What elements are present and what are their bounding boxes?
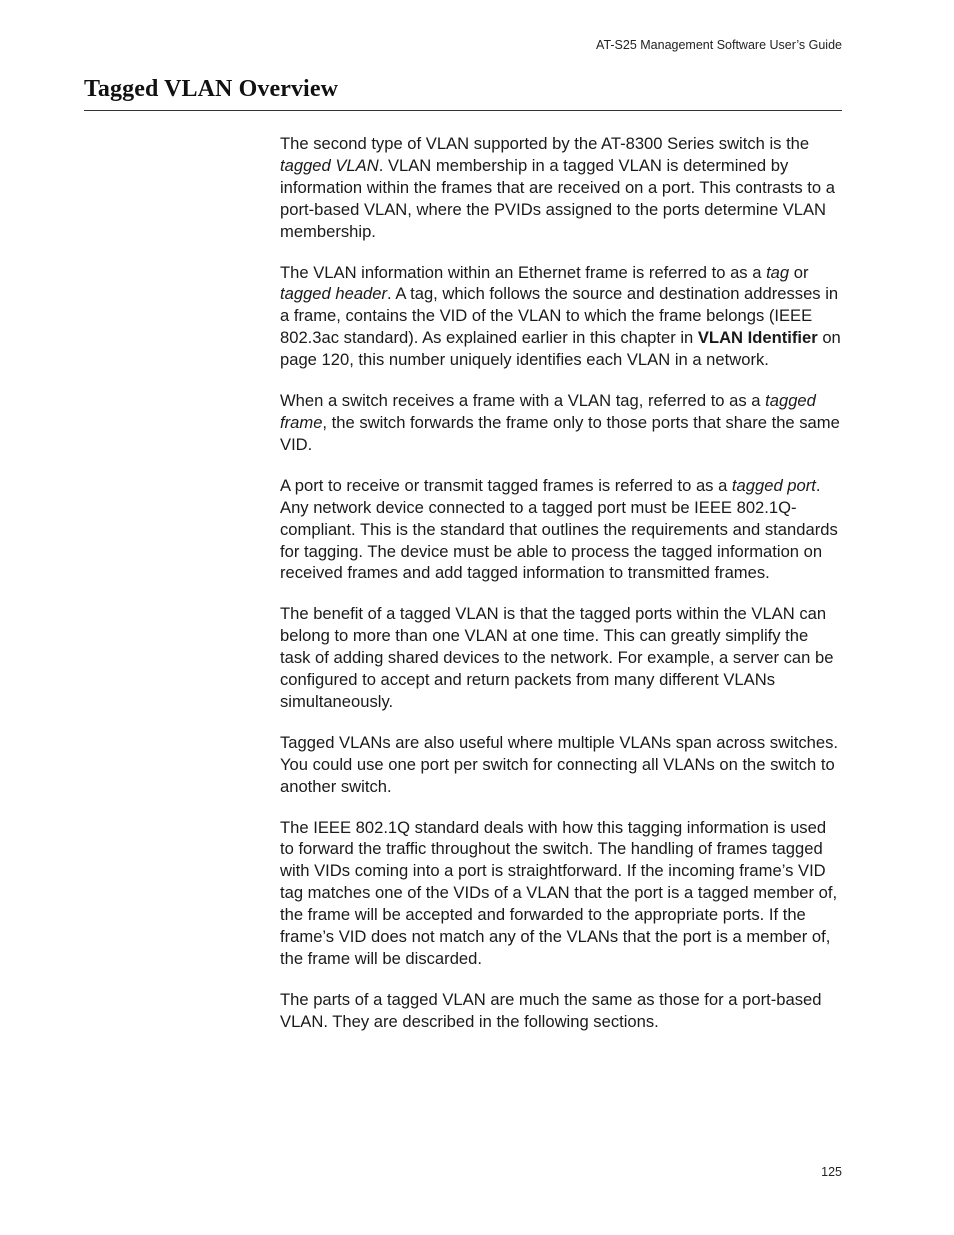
running-header: AT-S25 Management Software User’s Guide [596,38,842,52]
xref-vlan-identifier[interactable]: VLAN Identifier [697,328,818,348]
term-tagged-header: tagged header [280,284,388,304]
paragraph-8: The parts of a tagged VLAN are much the same as those for a port-based VLAN. They are described in the following sections. [280,989,822,1031]
page-number: 125 [821,1165,842,1179]
paragraph-2: The VLAN information within an Ethernet frame is referred to as a tag or tagged header. A tag, which follows the source and destination addresses in a frame, contains the VID of the VLAN to which the frame belongs (IEEE 802.3ac standard). As explained earlier in this chapter in VLAN Identifier on page 120, this number uniquely identifies each VLAN in a network. [280,262,841,370]
paragraph-3: When a switch receives a frame with a VLAN tag, referred to as a tagged frame, the switch forwards the frame only to those ports that share the same VID. [280,391,840,454]
paragraph-7: The IEEE 802.1Q standard deals with how this tagging information is used to forward the traffic throughout the switch. The handling of frames tagged with VIDs coming into a port is straightforward. If the incoming frame’s VID tag matches one of the VIDs of a VLAN that the port is a tagged member of, the frame will be accepted and forwarded to the appropriate ports. If the frame’s VID does not match any of the VLANs that the port is a member of, the frame will be discarded. [280,817,838,968]
term-tagged-vlan: tagged VLAN [280,155,379,175]
section-title: Tagged VLAN Overview [84,76,338,102]
body-text [280,133,842,1052]
term-tag: tag [766,262,790,282]
title-rule [84,110,842,111]
term-tagged-port: tagged port [731,475,816,495]
paragraph-6: Tagged VLANs are also useful where multiple VLANs span across switches. You could use one port per switch for connecting all VLANs on the switch to another switch. [280,732,839,796]
paragraph-4: A port to receive or transmit tagged frames is referred to as a tagged port. Any network device connected to a tagged port must be IEEE 802.1Q-compliant. This is the standard that outlines the requirements and standards for tagging. The device must be able to process the tagged information on received frames and add tagged information to transmitted frames. [280,475,838,583]
paragraph-1: The second type of VLAN supported by the AT-8300 Series switch is the tagged VLAN. VLAN membership in a tagged VLAN is determined by information within the frames that are received on a port. This contrasts to a port-based VLAN, where the PVIDs assigned to the ports determine VLAN membership. [280,134,835,241]
term-tagged-frame: tagged frame [280,391,816,432]
paragraph-5: The benefit of a tagged VLAN is that the tagged ports within the VLAN can belong to more than one VLAN at one time. This can greatly simplify the task of adding shared devices to the network. For example, a server can be configured to accept and return packets from many different VLANs simultaneously. [280,604,834,711]
